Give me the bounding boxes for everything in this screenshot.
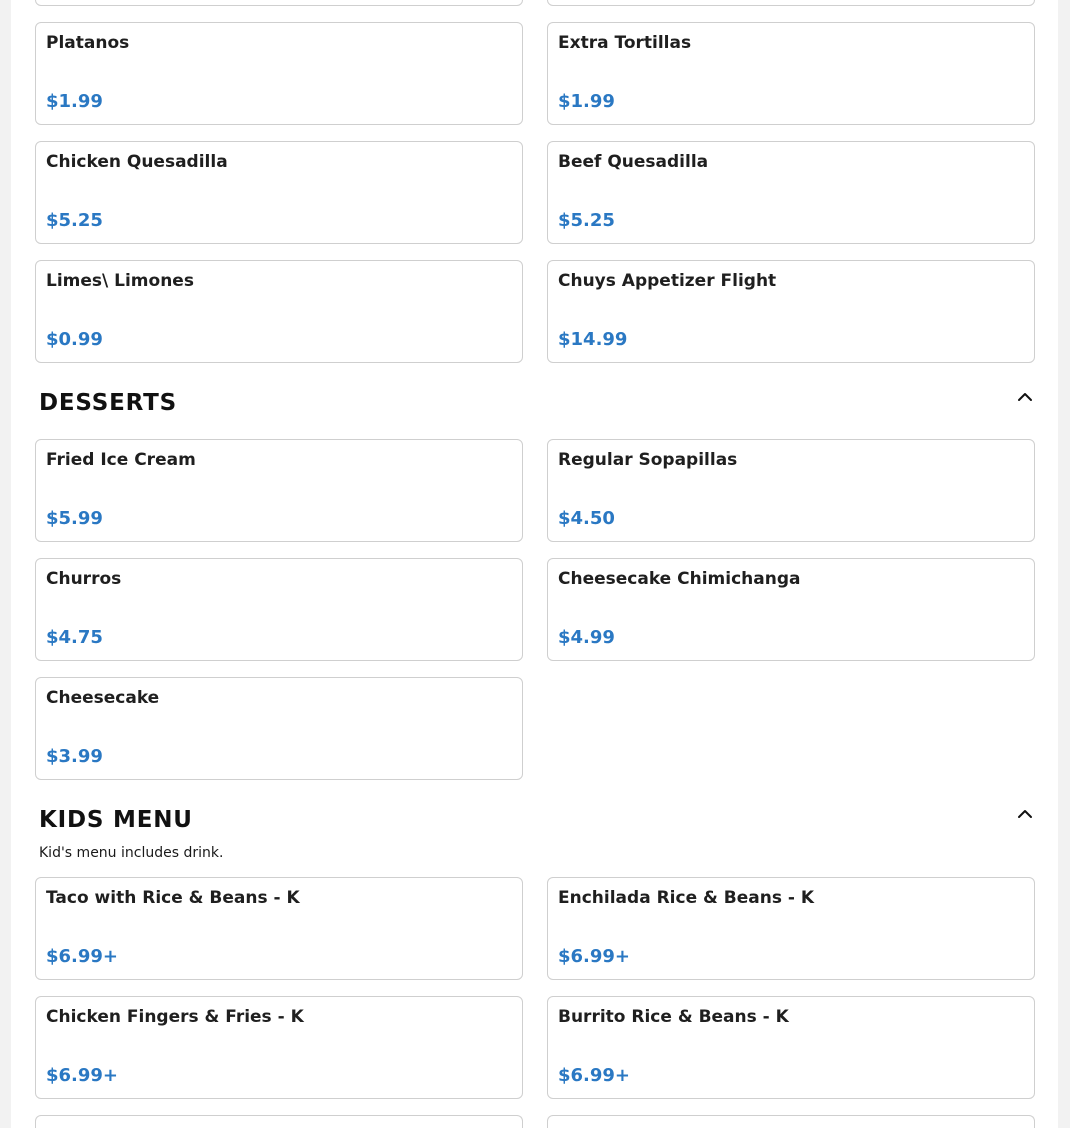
item-name: Taco with Rice & Beans - K: [46, 888, 300, 908]
item-price: $0.99: [46, 329, 103, 350]
menu-item-card[interactable]: [547, 439, 1035, 542]
menu-item-card[interactable]: [547, 996, 1035, 1099]
item-name: Fried Ice Cream: [46, 450, 196, 470]
item-price: $3.99: [46, 746, 103, 767]
menu-item-card[interactable]: [35, 439, 523, 542]
item-name: Limes\ Limones: [46, 271, 194, 291]
collapse-desserts-button[interactable]: [1014, 388, 1036, 406]
section-title-desserts: DESSERTS: [39, 390, 177, 416]
menu-item-card-partial[interactable]: [547, 1115, 1035, 1128]
menu-item-card[interactable]: [547, 558, 1035, 661]
item-price: $5.25: [46, 210, 103, 231]
item-price: $6.99+: [558, 946, 631, 967]
menu-item-card-partial[interactable]: [35, 1115, 523, 1128]
chevron-up-icon: [1017, 809, 1033, 819]
item-name: Beef Quesadilla: [558, 152, 709, 172]
menu-item-card[interactable]: [547, 141, 1035, 244]
menu-item-card[interactable]: [35, 141, 523, 244]
item-price: $14.99: [558, 329, 628, 350]
item-name: Churros: [46, 569, 122, 589]
menu-item-card[interactable]: [547, 877, 1035, 980]
item-price: $4.99: [558, 627, 615, 648]
section-title-kids-menu: KIDS MENU: [39, 807, 193, 833]
item-price: $4.50: [558, 508, 615, 529]
menu-item-card[interactable]: [547, 260, 1035, 363]
menu-item-card-partial[interactable]: [547, 0, 1035, 6]
item-price: $6.99+: [46, 946, 119, 967]
menu-item-card[interactable]: [35, 558, 523, 661]
item-price: $1.99: [558, 91, 615, 112]
item-name: Cheesecake Chimichanga: [558, 569, 801, 589]
item-name: Regular Sopapillas: [558, 450, 738, 470]
menu-item-card[interactable]: [35, 877, 523, 980]
section-note: Kid's menu includes drink.: [39, 845, 224, 861]
chevron-up-icon: [1017, 392, 1033, 402]
item-name: Extra Tortillas: [558, 33, 692, 53]
menu-item-card[interactable]: [35, 996, 523, 1099]
item-price: $5.99: [46, 508, 103, 529]
item-name: Cheesecake: [46, 688, 160, 708]
item-price: $4.75: [46, 627, 103, 648]
item-name: Chicken Quesadilla: [46, 152, 228, 172]
item-price: $6.99+: [558, 1065, 631, 1086]
menu-item-card-partial[interactable]: [35, 0, 523, 6]
item-name: Enchilada Rice & Beans - K: [558, 888, 815, 908]
item-name: Chicken Fingers & Fries - K: [46, 1007, 304, 1027]
menu-page: [11, 0, 1058, 1128]
menu-item-card[interactable]: [35, 677, 523, 780]
item-price: $6.99+: [46, 1065, 119, 1086]
item-name: Platanos: [46, 33, 130, 53]
menu-item-card[interactable]: [547, 22, 1035, 125]
item-price: $1.99: [46, 91, 103, 112]
menu-item-card[interactable]: [35, 260, 523, 363]
item-name: Burrito Rice & Beans - K: [558, 1007, 789, 1027]
item-name: Chuys Appetizer Flight: [558, 271, 777, 291]
collapse-kids-menu-button[interactable]: [1014, 805, 1036, 823]
item-price: $5.25: [558, 210, 615, 231]
menu-item-card[interactable]: [35, 22, 523, 125]
